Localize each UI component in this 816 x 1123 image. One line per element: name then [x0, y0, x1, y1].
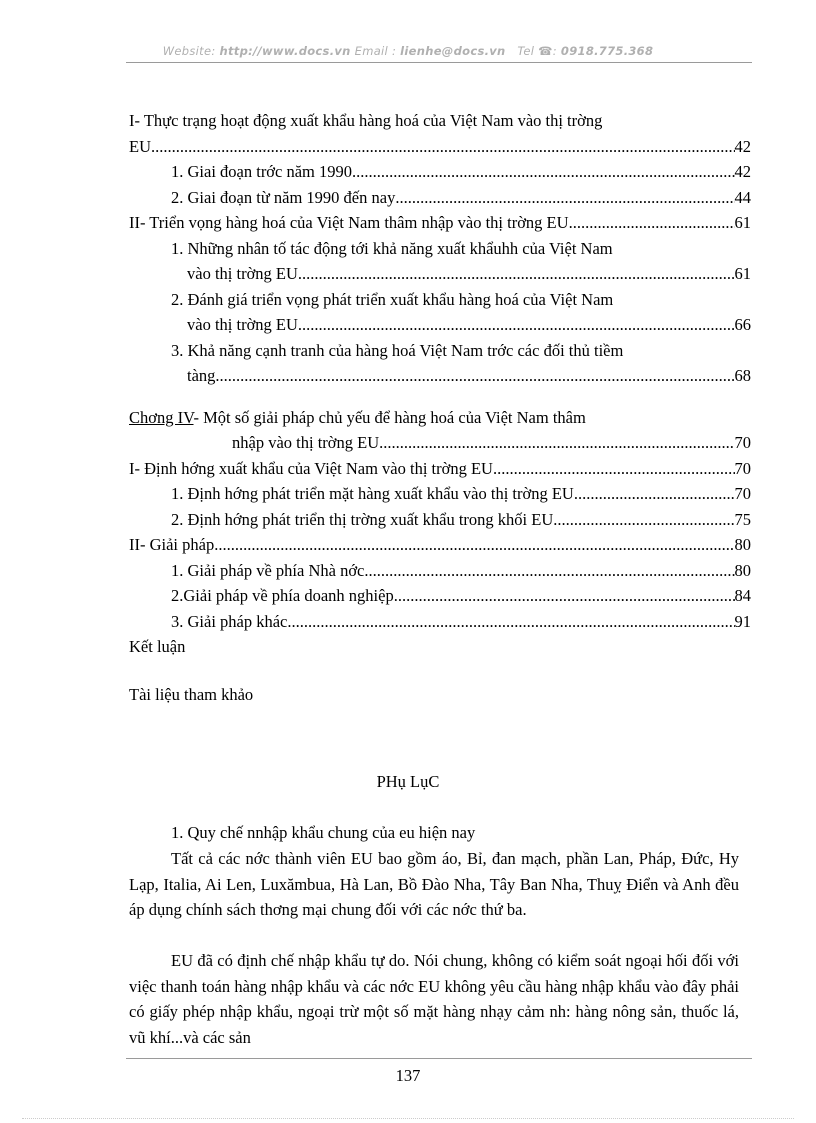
toc-entry: I- Định hớng xuất khẩu của Việt Nam vào thị trờng EU ..... 70 [129, 456, 751, 482]
website-label: Website: [162, 44, 216, 58]
toc-page-number: 80 [734, 560, 751, 580]
toc-references: Tài liệu tham khảo [129, 684, 254, 704]
toc-entry: nhập vào thị trờng EU ..... 70 [129, 430, 751, 456]
toc-page-number: 42 [734, 162, 751, 181]
toc-page-number: 42 [734, 136, 751, 156]
toc-heading: 3. Khả năng cạnh tranh của hàng hoá Việt Nam trớc các đối thủ tiềm [171, 340, 624, 360]
toc-heading: 1. Những nhân tố tác động tới khả năng xuất khẩuhh của Việt Nam [171, 238, 613, 258]
toc-entry: 3. Giải pháp khác ..... 91 [129, 609, 751, 635]
website-link[interactable]: http://www.docs.vn [219, 44, 351, 58]
toc-conclusion: Kết luận [129, 637, 186, 656]
header-rule [126, 62, 752, 63]
toc-entry: 2. Định hớng phát triển thị trờng xuất khẩu trong khối EU ..... 75 [129, 507, 751, 533]
toc-page-number: 70 [734, 484, 751, 503]
toc-entry: 2. Giai đoạn từ năm 1990 đến nay ..... 44 [129, 185, 751, 211]
toc-entry: EU ..... 42 [129, 134, 751, 160]
tel-label: Tel ☎: [517, 44, 557, 58]
appendix-title: PHụ LụC [376, 772, 440, 791]
tel-number: 0918.775.368 [560, 44, 654, 58]
toc-page-number: 61 [734, 264, 751, 283]
email-label: Email : [354, 44, 397, 58]
toc-page-number: 70 [734, 433, 751, 452]
appendix-paragraph-2: EU đã có định chế nhập khẩu tự do. Nói chung, không có kiểm soát ngoại hối đối với việc thanh toán hàng nhập khẩu và các nớc EU không yêu cầu hàng nhập khẩu vào đây phải có giấy phép nhập khẩu, ngoại trừ một số mặt hàng nhạy cảm nh: hàng nông sản, thuốc lá, vũ khí...và các sản [129, 951, 739, 1047]
toc-entry: tàng ..... 68 [129, 363, 751, 389]
toc-page-number: 68 [734, 366, 751, 385]
page-number: 137 [395, 1066, 421, 1085]
toc-page-number: 44 [734, 187, 751, 207]
page-header [0, 44, 816, 58]
toc-entry: II- Giải pháp ..... 80 [129, 532, 751, 558]
toc-page-number: 75 [734, 509, 751, 529]
toc-page-number: 66 [734, 315, 751, 334]
toc-entry: vào thị trờng EU ..... 61 [129, 261, 751, 287]
toc-page-number: 80 [734, 535, 751, 554]
toc-entry: 2.Giải pháp về phía doanh nghiệp ..... 84 [129, 583, 751, 609]
email-link[interactable]: lienhe@docs.vn [400, 44, 506, 58]
footer-rule [126, 1058, 752, 1059]
toc-entry: 1. Định hớng phát triển mặt hàng xuất khẩu vào thị trờng EU ..... 70 [129, 481, 751, 507]
toc-entry: 1. Giải pháp về phía Nhà nớc ..... 80 [129, 558, 751, 584]
chapter-label: Chơng IV [129, 407, 194, 427]
toc-page-number: 84 [734, 586, 751, 605]
page-bottom-border [22, 1118, 794, 1119]
toc-entry: II- Triển vọng hàng hoá của Việt Nam thâm nhập vào thị trờng EU ..... 61 [129, 210, 751, 236]
toc-entry: 1. Giai đoạn trớc năm 1990 ..... 42 [129, 159, 751, 185]
toc-heading: 2. Đánh giá triển vọng phát triển xuất khẩu hàng hoá của Việt Nam [171, 289, 614, 309]
toc-page-number: 61 [734, 213, 751, 232]
toc-heading: I- Thực trạng hoạt động xuất khẩu hàng hoá của Việt Nam vào thị trờng [129, 111, 603, 130]
toc-page-number: 91 [734, 611, 751, 631]
toc-chapter-heading: Chơng IV- Một số giải pháp chủ yếu để hàng hoá của Việt Nam thâm [129, 407, 586, 427]
appendix-paragraph-1: Tất cả các nớc thành viên EU bao gồm áo, Bỉ, đan mạch, phần Lan, Pháp, Đức, Hy Lạp, Italia, Ai Len, Luxămbua, Hà Lan, Bồ Đào Nha, Tây Ban Nha, Thuỵ Điển và Anh đều áp dụng chính sách thơng mại chung đối với các nớc thứ ba. [129, 849, 739, 919]
toc-page-number: 70 [734, 458, 751, 478]
appendix-subheading: 1. Quy chế nnhập khẩu chung của eu hiện nay [171, 823, 476, 842]
toc-entry: vào thị trờng EU ..... 66 [129, 312, 751, 338]
table-of-contents [129, 108, 751, 707]
